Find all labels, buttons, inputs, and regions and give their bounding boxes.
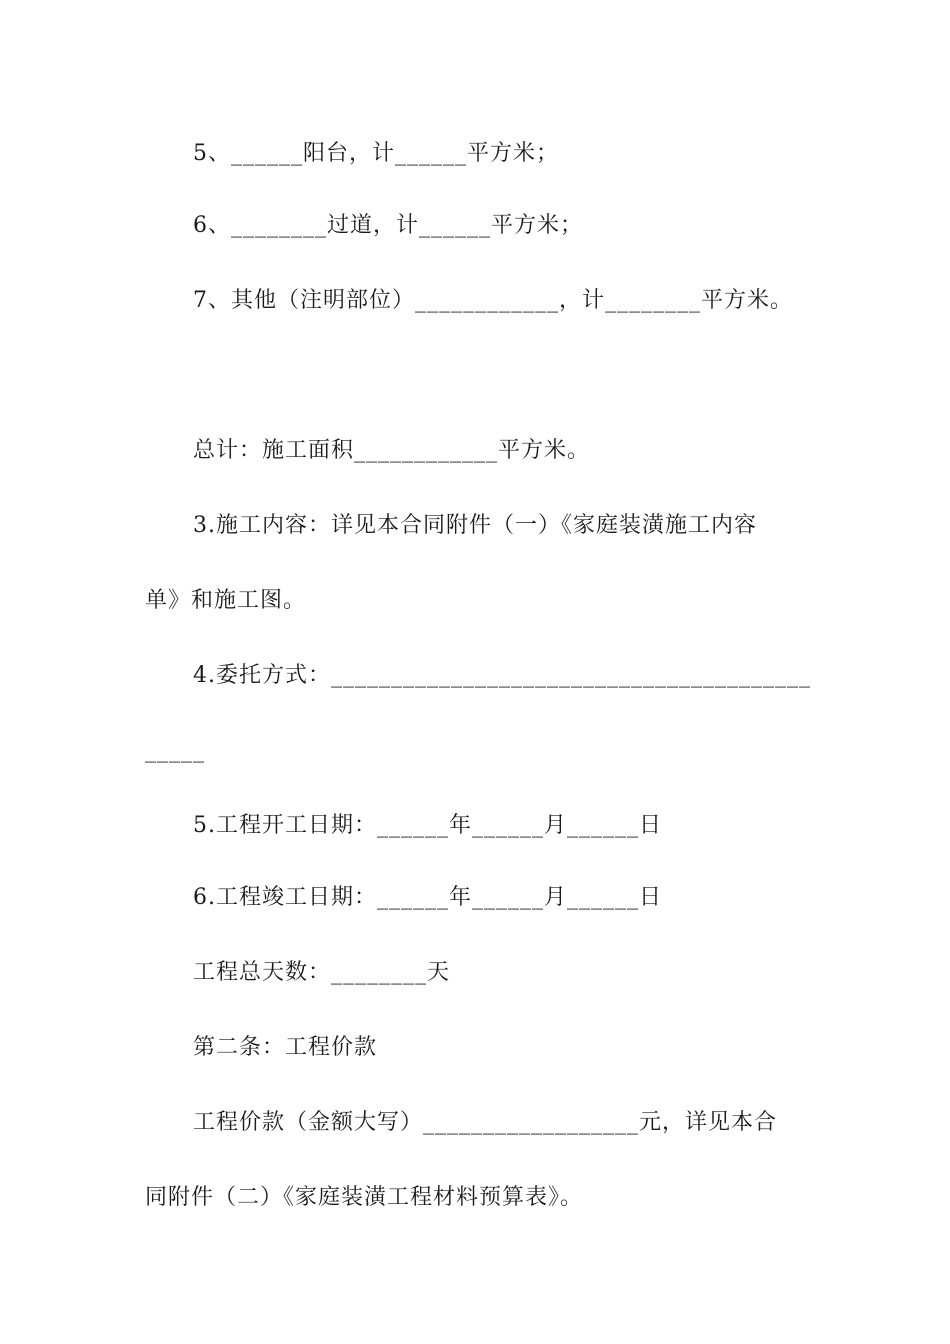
area-balcony-line: 5、______阳台，计______平方米； <box>193 141 559 166</box>
start-date-line: 5.工程开工日期：______年______月______日 <box>193 813 662 838</box>
project-price-line: 工程价款（金额大写）__________________元，详见本合 <box>193 1110 778 1135</box>
commission-method-line: 4.委托方式：________________________________________ <box>193 663 811 688</box>
area-other-line: 7、其他（注明部位）____________，计________平方米。 <box>193 288 793 313</box>
area-corridor-line: 6、________过道，计______平方米； <box>193 213 583 238</box>
article-two-heading: 第二条：工程价款 <box>193 1035 378 1060</box>
total-days-line: 工程总天数：________天 <box>193 960 451 985</box>
commission-method-continued: _____ <box>145 738 205 763</box>
construction-content-continued: 单》和施工图。 <box>145 588 307 613</box>
total-area-line: 总计：施工面积____________平方米。 <box>193 438 591 463</box>
completion-date-line: 6.工程竣工日期：______年______月______日 <box>193 885 662 910</box>
construction-content-line: 3.施工内容：详见本合同附件（一）《家庭装潢施工内容 <box>193 513 757 538</box>
project-price-continued: 同附件（二）《家庭装潢工程材料预算表》。 <box>145 1185 584 1210</box>
